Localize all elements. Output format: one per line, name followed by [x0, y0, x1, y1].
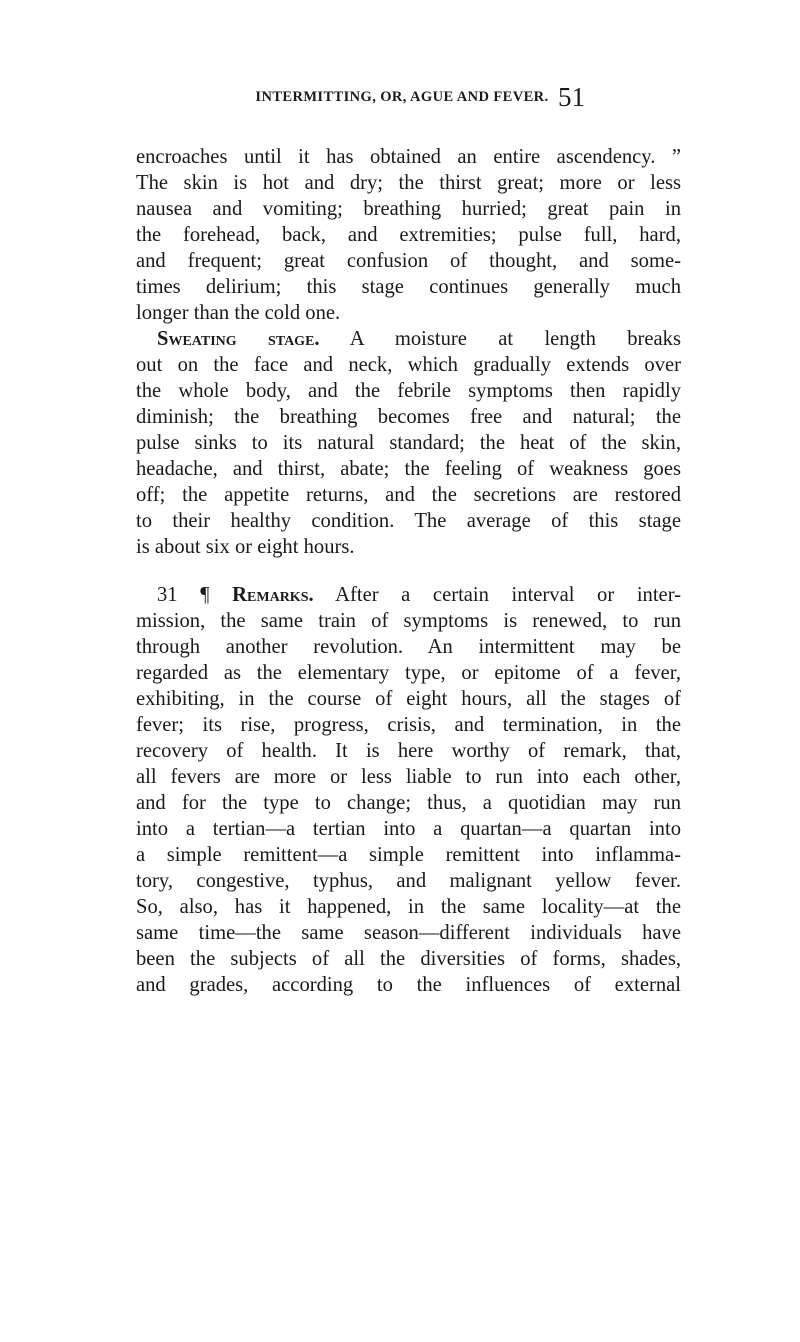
text-line: nausea and vomiting; breathing hurried; great pain in: [136, 198, 681, 220]
text-line: encroaches until it has obtained an entire ascendency. ”: [136, 146, 681, 168]
text-line: regarded as the elementary type, or epitome of a fever,: [136, 662, 681, 684]
text-line: So, also, has it happened, in the same locality—at the: [136, 896, 681, 918]
text-line: the whole body, and the febrile symptoms then rapidly: [136, 380, 681, 402]
text-line: been the subjects of all the diversities of forms, shades,: [136, 948, 681, 970]
text-line: and grades, according to the influences of external: [136, 974, 681, 996]
section-heading-remarks: Remarks.: [232, 584, 314, 606]
text-line: same time—the same season—different individuals have: [136, 922, 681, 944]
text-line: recovery of health. It is here worthy of remark, that,: [136, 740, 681, 762]
running-title: INTERMITTING, OR, AGUE AND FEVER.: [255, 89, 549, 105]
section-heading-sweating-stage: Sweating stage.: [157, 328, 320, 350]
text-line: tory, congestive, typhus, and malignant yellow fever.: [136, 870, 681, 892]
pilcrow-mark: ¶: [200, 584, 210, 606]
text-line: and for the type to change; thus, a quotidian may run: [136, 792, 681, 814]
text-line: pulse sinks to its natural standard; the heat of the skin,: [136, 432, 681, 454]
text-line: diminish; the breathing becomes free and natural; the: [136, 406, 681, 428]
text-line: all fevers are more or less liable to run into each other,: [136, 766, 681, 788]
text-line: times delirium; this stage continues generally much: [136, 276, 681, 298]
text-run: After a certain interval or inter-: [335, 584, 681, 606]
text-line: mission, the same train of symptoms is renewed, to run: [136, 610, 681, 632]
section-number: 31: [157, 584, 178, 606]
text-line: headache, and thirst, abate; the feeling of weakness goes: [136, 458, 681, 480]
text-line: off; the appetite returns, and the secretions are restored: [136, 484, 681, 506]
text-line: fever; its rise, progress, crisis, and termination, in the: [136, 714, 681, 736]
text-line: through another revolution. An intermittent may be: [136, 636, 681, 658]
text-line: to their healthy condition. The average of this stage: [136, 510, 681, 532]
text-line: the forehead, back, and extremities; pulse full, hard,: [136, 224, 681, 246]
text-line: is about six or eight hours.: [136, 536, 355, 558]
text-line: exhibiting, in the course of eight hours, all the stages of: [136, 688, 681, 710]
text-line: out on the face and neck, which gradually extends over: [136, 354, 681, 376]
page-number: 51: [558, 82, 585, 112]
paragraph-first-line: [157, 582, 681, 608]
text-run: A moisture at length breaks: [349, 328, 681, 350]
text-line: and frequent; great confusion of thought, and some-: [136, 250, 681, 272]
paragraph-first-line: [157, 326, 681, 352]
text-line: a simple remittent—a simple remittent into inflamma-: [136, 844, 681, 866]
text-line: longer than the cold one.: [136, 302, 341, 324]
text-line: The skin is hot and dry; the thirst great; more or less: [136, 172, 681, 194]
text-line: into a tertian—a tertian into a quartan—a quartan into: [136, 818, 681, 840]
